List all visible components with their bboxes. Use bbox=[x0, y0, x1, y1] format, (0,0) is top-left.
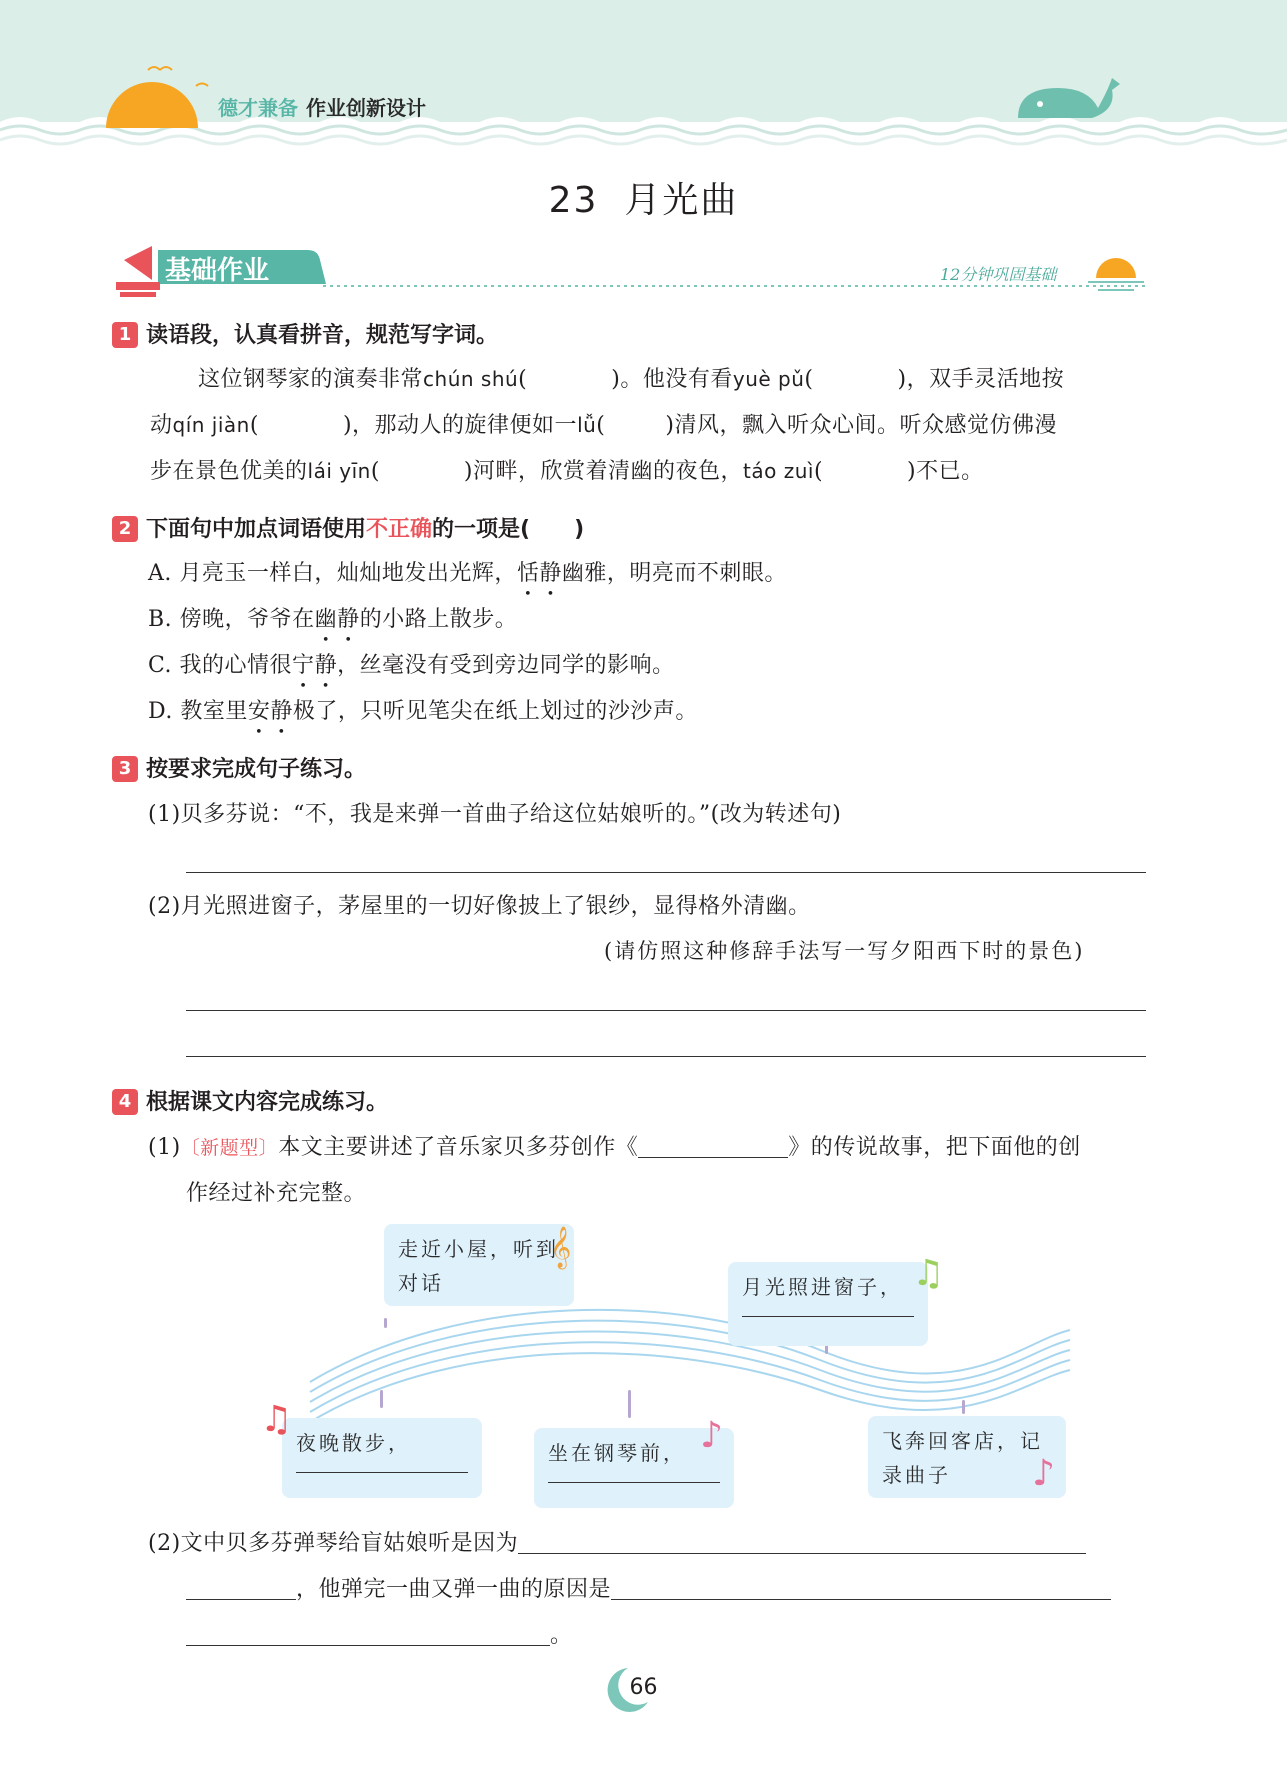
q3-title: 按要求完成句子练习。 bbox=[146, 757, 367, 782]
dotted-char: 恬 bbox=[516, 561, 540, 586]
music-note-green-icon: ♫ bbox=[912, 1253, 945, 1294]
dotted-char: 静 bbox=[337, 607, 360, 632]
answer-blank[interactable] bbox=[186, 1623, 550, 1646]
q1-number: 1 bbox=[112, 322, 138, 348]
q1-text: 这位钢琴家的演奏非常 bbox=[198, 367, 424, 392]
q3-sentence-2: (2)月光照进窗子，茅屋里的一切好像披上了银纱，显得格外清幽。 bbox=[148, 894, 811, 919]
q2-title: 下面句中加点词语使用 bbox=[146, 517, 367, 542]
card-text: 夜晚散步， bbox=[296, 1431, 411, 1455]
option-text: C. 我的心情很 bbox=[148, 653, 293, 678]
q4-part-1 bbox=[148, 1130, 1081, 1161]
q1-text: 河畔，欣赏着清幽的夜色， bbox=[473, 459, 744, 484]
part-number: (1) bbox=[148, 1135, 181, 1160]
pinyin: yuè pǔ bbox=[732, 367, 805, 391]
section-label: 基础作业 bbox=[165, 256, 270, 286]
q4-part-2-line-3 bbox=[186, 1618, 573, 1649]
dotted-char: 静 bbox=[270, 699, 293, 724]
option-text: A. 月亮玉一样白，灿灿地发出光辉， bbox=[148, 561, 517, 586]
q1-heading bbox=[112, 318, 498, 349]
pinyin: chún shú bbox=[423, 367, 519, 391]
part-text: 。 bbox=[550, 1623, 573, 1648]
q2-option-d[interactable] bbox=[148, 694, 698, 725]
music-note-pink-icon: ♪ bbox=[700, 1415, 723, 1456]
header-banner bbox=[0, 0, 1287, 150]
q3-requirement: (请仿照这种修辞手法写一写夕阳西下时的景色) bbox=[604, 939, 1085, 963]
pinyin: táo zuì bbox=[743, 459, 814, 483]
q4-heading bbox=[112, 1085, 388, 1116]
lesson-name: 月光曲 bbox=[624, 180, 739, 221]
pinyin: lái yīn bbox=[307, 459, 371, 483]
q2-option-b[interactable] bbox=[148, 602, 517, 633]
q4-part-2-line-1 bbox=[148, 1526, 1086, 1557]
lesson-number: 23 bbox=[548, 180, 599, 221]
q4-part-1-cont: 作经过补充完整。 bbox=[186, 1181, 367, 1206]
section-timer: 12分钟巩固基础 bbox=[940, 265, 1057, 284]
connector-tick bbox=[628, 1390, 631, 1418]
music-note-red-icon: ♫ bbox=[260, 1399, 293, 1440]
connector-tick bbox=[380, 1390, 383, 1408]
page-number: 66 bbox=[629, 1675, 658, 1700]
q4-part-2-line-2 bbox=[186, 1572, 1111, 1603]
option-text: 极了，只听见笔尖在纸上划过的沙沙声。 bbox=[292, 699, 698, 724]
part-text: 》的传说故事，把下面他的创 bbox=[788, 1135, 1081, 1160]
q1-line-1: 这位钢琴家的演奏非常chún shú( )。他没有看yuè pǔ( )，双手灵活地按 bbox=[198, 367, 1065, 392]
answer-blank[interactable] bbox=[186, 1577, 296, 1600]
q3-answer-line-2[interactable] bbox=[186, 1010, 1146, 1011]
q4-title: 根据课文内容完成练习。 bbox=[146, 1090, 389, 1115]
process-diagram bbox=[260, 1227, 1080, 1522]
card-text: 走近小屋，听到对话 bbox=[398, 1237, 559, 1295]
header-brand-green: 德才兼备 bbox=[218, 96, 298, 120]
card-text: 坐在钢琴前， bbox=[548, 1441, 686, 1465]
dotted-char: 静 bbox=[539, 561, 562, 586]
header-brand-dark: 作业创新设计 bbox=[306, 96, 426, 120]
header-title bbox=[218, 92, 426, 121]
q3-number: 3 bbox=[112, 756, 138, 782]
q1-text: 清风，飘入听众心间。听众感觉仿佛漫 bbox=[674, 413, 1057, 438]
card-text: 月光照进窗子， bbox=[742, 1275, 903, 1299]
q2-option-c[interactable] bbox=[148, 648, 675, 679]
answer-blank[interactable] bbox=[611, 1577, 1111, 1600]
q2-number: 2 bbox=[112, 516, 138, 542]
q3-sentence-1: (1)贝多芬说：“不，我是来弹一首曲子给这位姑娘听的。”(改为转述句) bbox=[148, 802, 842, 827]
q2-option-a[interactable] bbox=[148, 556, 787, 587]
q1-text: 步在景色优美的 bbox=[150, 459, 308, 484]
part-text: 本文主要讲述了音乐家贝多芬创作《 bbox=[278, 1135, 639, 1160]
card-approach-hut bbox=[384, 1224, 574, 1306]
answer-blank[interactable] bbox=[518, 1531, 1086, 1554]
q1-text: 。他没有看 bbox=[620, 367, 733, 392]
dotted-char: 幽 bbox=[314, 607, 338, 632]
part-text: (2)文中贝多芬弹琴给盲姑娘听是因为 bbox=[148, 1531, 519, 1556]
q2-title-emphasis: 不正确 bbox=[366, 517, 433, 542]
card-night-walk bbox=[282, 1418, 482, 1498]
card-answer-blank[interactable] bbox=[548, 1472, 720, 1483]
card-text: 飞奔回客店，记录曲子 bbox=[882, 1429, 1043, 1487]
lesson-title bbox=[0, 172, 1287, 223]
title-blank[interactable] bbox=[638, 1135, 788, 1158]
option-text: B. 傍晚，爷爷在 bbox=[148, 607, 315, 632]
dotted-char: 安 bbox=[247, 699, 271, 724]
q1-text: ，那动人的旋律便如一 bbox=[352, 413, 578, 438]
treble-clef-icon: 𝄞 bbox=[550, 1227, 572, 1268]
q4-number: 4 bbox=[112, 1089, 138, 1115]
q3-answer-line-3[interactable] bbox=[186, 1056, 1146, 1057]
option-text: D. 教室里 bbox=[148, 699, 248, 724]
dotted-char: 宁 bbox=[292, 653, 315, 678]
card-answer-blank[interactable] bbox=[296, 1462, 468, 1473]
new-question-tag: 〔新题型〕 bbox=[180, 1137, 279, 1159]
pinyin: qín jiàn bbox=[172, 413, 250, 437]
pinyin: lǚ bbox=[577, 413, 597, 437]
q1-title: 读语段，认真看拼音，规范写字词。 bbox=[146, 323, 499, 348]
connector-tick bbox=[384, 1318, 387, 1328]
option-text: 的小路上散步。 bbox=[359, 607, 518, 632]
q1-line-3: 步在景色优美的lái yīn( )河畔，欣赏着清幽的夜色，táo zuì( )不已。 bbox=[150, 459, 984, 484]
q1-text: 动 bbox=[150, 413, 173, 438]
q3-heading bbox=[112, 752, 366, 783]
part-text: ，他弹完一曲又弹一曲的原因是 bbox=[296, 1577, 612, 1602]
option-text: ，丝毫没有受到旁边同学的影响。 bbox=[337, 653, 675, 678]
q1-text: 不已。 bbox=[916, 459, 984, 484]
q2-title-end: 的一项是( ) bbox=[432, 517, 585, 542]
option-text: 幽雅，明亮而不刺眼。 bbox=[561, 561, 787, 586]
q3-answer-line-1[interactable] bbox=[186, 872, 1146, 873]
card-answer-blank[interactable] bbox=[742, 1306, 914, 1317]
dotted-char: 静 bbox=[314, 653, 338, 678]
card-moonlight bbox=[728, 1262, 928, 1346]
q2-heading bbox=[112, 512, 584, 543]
music-note-pink-icon-2: ♪ bbox=[1032, 1453, 1055, 1494]
connector-tick bbox=[962, 1400, 965, 1414]
q1-line-2: 动qín jiàn( )，那动人的旋律便如一lǚ( )清风，飘入听众心间。听众感觉仿佛漫 bbox=[150, 413, 1057, 438]
q1-text: ，双手灵活地按 bbox=[906, 367, 1065, 392]
